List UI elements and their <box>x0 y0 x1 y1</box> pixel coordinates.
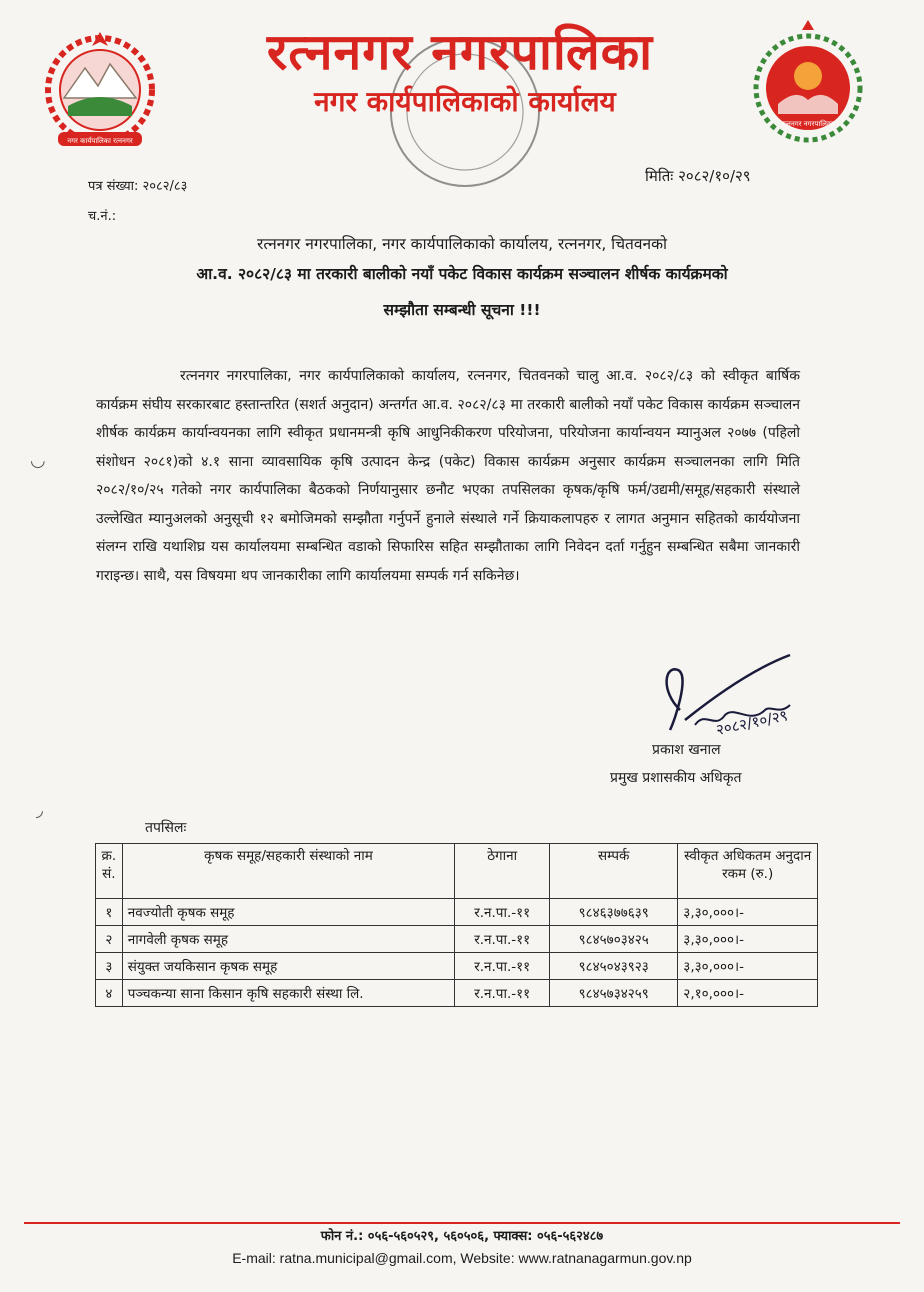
headline-line-1: रत्ननगर नगरपालिका, नगर कार्यपालिकाको कार्यालय, रत्ननगर, चितवनको <box>256 235 668 253</box>
cell-name: नागवेली कृषक समूह <box>122 926 455 953</box>
headline-line-3: सम्झौता सम्बन्धी सूचना !!! <box>383 301 541 319</box>
cell-address: र.न.पा.-११ <box>455 899 550 926</box>
signature-image <box>640 650 810 740</box>
table-row <box>96 953 818 980</box>
header-address: ठेगाना <box>455 844 550 899</box>
header-name: कृषक समूह/सहकारी संस्थाको नाम <box>122 844 455 899</box>
signatory-name: प्रकाश खनाल <box>652 742 721 758</box>
cell-name: नवज्योती कृषक समूह <box>122 899 455 926</box>
svg-text:रत्ननगर नगरपालिका: रत्ननगर नगरपालिका <box>781 120 835 128</box>
footer-divider <box>24 1222 900 1224</box>
reference-number: पत्र संख्या: २०८२/८३ <box>88 179 188 194</box>
cell-address: र.न.पा.-११ <box>455 926 550 953</box>
municipality-logo <box>748 18 868 148</box>
cell-name: संयुक्त जयकिसान कृषक समूह <box>122 953 455 980</box>
cell-address: र.न.पा.-११ <box>455 980 550 1007</box>
nepal-emblem-logo <box>40 28 160 158</box>
cell-sn: १ <box>96 899 123 926</box>
table-row <box>96 980 818 1007</box>
cell-amount: २,१०,०००।- <box>678 980 818 1007</box>
cell-sn: २ <box>96 926 123 953</box>
cell-amount: ३,३०,०००।- <box>678 953 818 980</box>
cell-amount: ३,३०,०००।- <box>678 899 818 926</box>
cell-contact: ९८४६३७७६३९ <box>550 899 678 926</box>
header-amount: स्वीकृत अधिकतम अनुदान रकम (रु.) <box>678 844 818 899</box>
cell-contact: ९८४५७०३४२५ <box>550 926 678 953</box>
cell-contact: ९८४५७३४२५९ <box>550 980 678 1007</box>
cell-sn: ४ <box>96 980 123 1007</box>
footer-contact: E-mail: ratna.municipal@gmail.com, Website: www.ratnanagarmun.gov.np <box>232 1250 692 1266</box>
header-sn: क्र. सं. <box>96 844 123 899</box>
margin-mark-icon: ◞ <box>36 800 43 821</box>
table-row <box>96 926 818 953</box>
headline-line-2: आ.व. २०८२/८३ मा तरकारी बालीको नयाँ पकेट विकास कार्यक्रम सञ्चालन शीर्षक कार्यक्रमको <box>196 265 728 283</box>
notice-body: रत्ननगर नगरपालिका, नगर कार्यपालिकाको कार्यालय, रत्ननगर, चितवनको चालु आ.व. २०८२/८३ को स्वीकृत बार्षिक कार्यक्रम संघीय सरकारबाट हस्तान्तरित (सशर्त अनुदान) अन्तर्गत आ.व. २०८२/८३ मा तरकारी बालीको नयाँ पकेट विकास कार्यक्रम सञ्चालन शीर्षक कार्यक्रम कार्यान्वयनका लागि स्वीकृत प्रधानमन्त्री कृषि आधुनिकीकरण परियोजना, परियोजना कार्यान्वयन म्यानुअल २०७७ (पहिलो संशोधन २०८१)को ४.१ साना व्यावसायिक कृषि उत्पादन केन्द्र (पकेट) विकास कार्यक्रम अनुसार कार्यक्रम सञ्चालनका लागि मिति २०८२/१०/२५ गतेको नगर कार्यपालिका बैठकको निर्णयानुसार छनौट भएका तपसिलका कृषक/कृषि फर्म/उद्यमी/समूह/सहकारी संस्थाले उल्लेखित म्यानुअलको अनुसूची १२ बमोजिमको सम्झौता गर्नुपर्ने हुनाले संस्थाले गर्ने क्रियाकलापहरु र लागत अनुमान सहितको कार्ययोजना संलग्न राखि यथाशिघ्र यस कार्यालयमा सम्बन्धित वडाको सिफारिस सहित सम्झौताका लागि निवेदन दर्ता गर्नुहुन सम्बन्धित सबैमा जानकारी गराइन्छ। साथै, यस विषयमा थप जानकारीका लागि कार्यालयमा सम्पर्क गर्न सकिनेछ। <box>96 368 800 584</box>
cell-name: पञ्चकन्या साना किसान कृषि सहकारी संस्था लि. <box>122 980 455 1007</box>
margin-mark-icon: ◡ <box>30 450 46 471</box>
svg-text:२०८२/१०/२९: २०८२/१०/२९ <box>714 706 790 740</box>
cell-amount: ३,३०,०००।- <box>678 926 818 953</box>
table-row <box>96 899 818 926</box>
grant-table <box>95 843 818 1007</box>
cell-contact: ९८४५०४३९२३ <box>550 953 678 980</box>
municipality-title: रत्ननगर नगरपालिका <box>266 23 654 81</box>
header-contact: सम्पर्क <box>550 844 678 899</box>
cell-address: र.न.पा.-११ <box>455 953 550 980</box>
table-header-row <box>96 844 818 899</box>
dispatch-number: च.नं.: <box>88 209 117 224</box>
cell-sn: ३ <box>96 953 123 980</box>
table-caption: तपसिलः <box>145 820 187 836</box>
office-subtitle: नगर कार्यपालिकाको कार्यालय <box>314 85 616 118</box>
svg-text:नगर कार्यपालिका रत्ननगर: नगर कार्यपालिका रत्ननगर <box>67 137 133 145</box>
signatory-designation: प्रमुख प्रशासकीय अधिकृत <box>610 770 742 786</box>
letter-date: मितिः २०८२/१०/२९ <box>645 167 751 185</box>
footer-phone: फोन नं.: ०५६-५६०५२९, ५६०५०६, फ्याक्स: ०५६-५६२४८७ <box>320 1229 604 1244</box>
